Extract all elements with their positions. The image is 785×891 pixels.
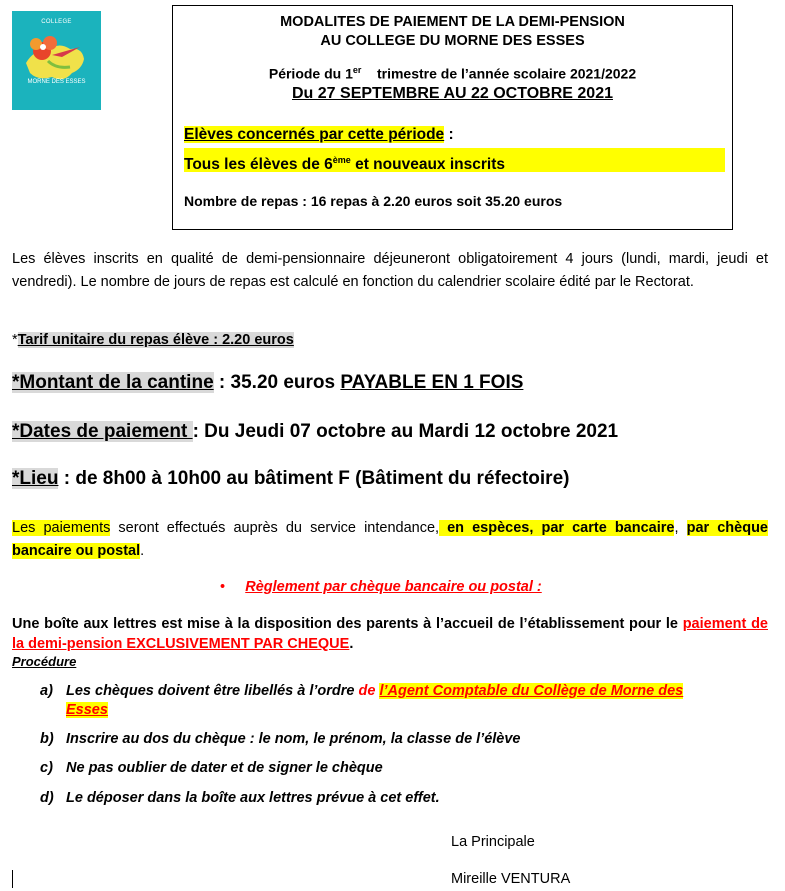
paiements-c: en espèces, par carte bancaire [439, 520, 675, 536]
intro-paragraph: Les élèves inscrits en qualité de demi-pensionnaire déjeuneront obligatoirement 4 jours (lundi, mardi, jeudi et vendredi). Le nombre de jours de repas est calculé en fonction du calendrier scolaire édité par le Rectorat. [12, 251, 768, 290]
concerned-label-line [184, 126, 725, 144]
tarif-line [12, 332, 294, 348]
lieu-label: *Lieu [12, 468, 59, 489]
item-b-text: Inscrire au dos du chèque : le nom, le prénom, la classe de l’élève [66, 731, 521, 747]
period-suffix: trimestre de l’année scolaire 2021/2022 [376, 65, 637, 82]
bullet-text: Règlement par chèque bancaire ou postal : [245, 579, 542, 595]
concerned-value-a: Tous les élèves de 6 [184, 156, 333, 174]
concerned-value-b: et nouveaux inscrits [350, 156, 505, 174]
montant-payable: PAYABLE EN 1 FOIS [340, 372, 524, 393]
title-line-2: AU COLLEGE DU MORNE DES ESSES [320, 33, 585, 49]
concerned-label: Elèves concernés par cette période [184, 126, 445, 143]
procedure-item-c [40, 760, 383, 776]
procedure-item-b [40, 731, 521, 747]
logo-bottom-text: MORNE DES ESSES [27, 79, 86, 85]
header-box [172, 5, 733, 230]
paiements-e: par chèque bancaire ou postal [12, 520, 768, 559]
boite-a: Une boîte aux lettres est mise à la disposition des parents à l’accueil de l’établissement pour le [12, 616, 683, 632]
dates-label: *Dates de paiement [12, 421, 193, 442]
period-line [173, 65, 732, 82]
flower-icon [12, 11, 101, 110]
concerned-sup: ème [332, 155, 351, 165]
procedure-title: Procédure [12, 654, 77, 669]
procedure-item-d [40, 790, 440, 806]
tarif-label: Tarif unitaire du repas élève : 2.20 euros [17, 332, 294, 348]
bullet-icon: • [220, 579, 226, 595]
text-cursor[interactable] [12, 870, 13, 888]
procedure-item-a [40, 683, 683, 699]
title-line-1: MODALITES DE PAIEMENT DE LA DEMI-PENSION [280, 14, 625, 30]
concerned-colon: : [444, 126, 454, 143]
item-a-agent: l’Agent Comptable du Collège de Morne des [379, 683, 684, 699]
meals-count: Nombre de repas : 16 repas à 2.20 euros soit 35.20 euros [184, 193, 563, 209]
paiements-b: seront effectués auprès du service intendance, [110, 520, 440, 536]
item-label: b) [40, 731, 54, 747]
paiements-paragraph [12, 517, 768, 563]
concerned-value [184, 148, 725, 172]
signature-role: La Principale [451, 834, 535, 850]
procedure-item-a-cont [66, 702, 108, 718]
signature-name: Mireille VENTURA [451, 871, 571, 887]
montant-line [12, 372, 523, 394]
dates-line [12, 421, 618, 443]
item-label: d) [40, 790, 54, 806]
montant-value: : 35.20 euros [213, 372, 341, 393]
paiements-a: Les paiements [12, 520, 111, 536]
item-label: c) [40, 760, 53, 776]
item-a-de: de [358, 683, 380, 699]
dates-range-text: Du 27 SEPTEMBRE AU 22 OCTOBRE 2021 [292, 85, 613, 102]
item-c-text: Ne pas oublier de dater et de signer le chèque [66, 760, 383, 776]
montant-label: *Montant de la cantine [12, 372, 214, 393]
item-d-text: Le déposer dans la boîte aux lettres prévue à cet effet. [66, 790, 440, 806]
tarif-star: * [12, 332, 18, 348]
item-a-esses: Esses [66, 702, 108, 718]
dates-value: : Du Jeudi 07 octobre au Mardi 12 octobre 2021 [192, 421, 619, 442]
dates-range [173, 85, 732, 103]
paiements-d: , [674, 520, 687, 536]
boite-c: . [349, 636, 354, 652]
boite-b: paiement de la demi-pension EXCLUSIVEMENT PAR CHEQUE [12, 616, 768, 652]
period-prefix: Période du 1 [268, 65, 353, 82]
bullet-line [220, 579, 542, 595]
item-label: a) [40, 683, 53, 699]
paiements-f: . [140, 543, 145, 559]
lieu-line [12, 468, 569, 490]
college-logo [12, 11, 101, 110]
period-sup: er [352, 65, 362, 75]
item-a-text: Les chèques doivent être libellés à l’ordre [66, 683, 359, 699]
logo-top-text: COLLEGE [41, 19, 72, 25]
boite-paragraph [12, 614, 768, 654]
lieu-value: : de 8h00 à 10h00 au bâtiment F (Bâtiment du réfectoire) [58, 468, 570, 489]
